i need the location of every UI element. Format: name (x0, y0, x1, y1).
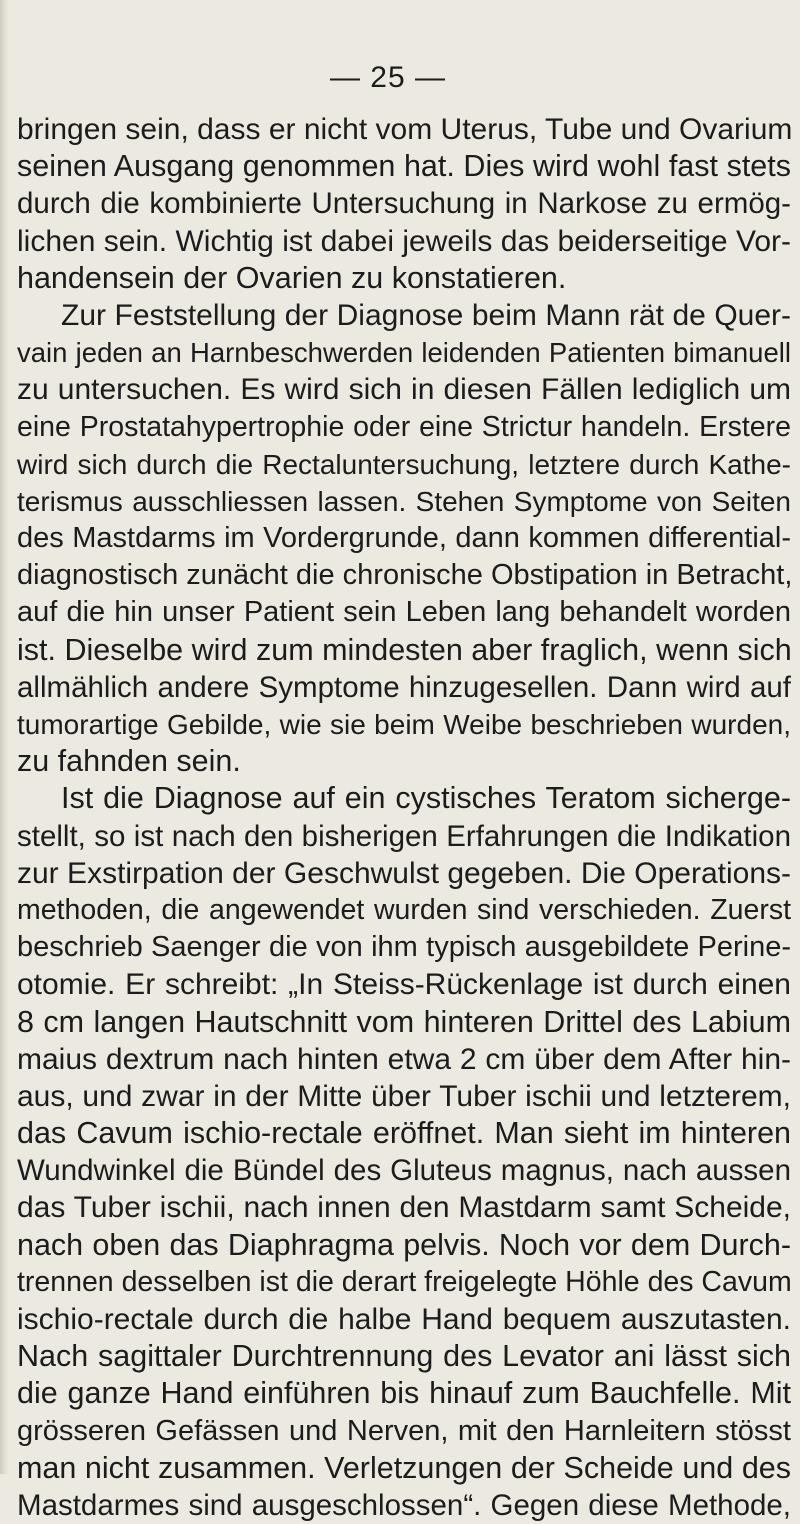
text-line: maius dextrum nach hinten etwa 2 cm über dem After hin- (17, 1042, 791, 1076)
text-line: zu fahnden sein. (17, 744, 241, 779)
text-line: das Tuber ischii, nach innen den Mastdarm samt Scheide, (17, 1191, 791, 1225)
text-line: allmählich andere Symptome hinzugesellen. Dann wird auf (17, 670, 791, 704)
text-line: vain jeden an Harnbeschwerden leidenden Patienten bimanuell (17, 337, 791, 369)
text-line: man nicht zusammen. Verletzungen der Scheide und des (17, 1450, 791, 1485)
text-line: Mastdarmes sind ausgeschlossen“. Gegen diese Methode, (17, 1488, 791, 1522)
text-line: beschrieb Saenger die von ihm typisch ausgebildete Perine- (17, 931, 791, 964)
page-number: — 25 — (329, 61, 447, 94)
text-line: tumorartige Gebilde, wie sie beim Weibe beschrieben wurden, (17, 709, 791, 740)
text-line: terismus ausschliessen lassen. Stehen Symptome von Seiten (17, 485, 791, 517)
body-text (17, 111, 791, 1524)
text-line: seinen Ausgang genommen hat. Dies wird wohl fast stets (17, 149, 791, 184)
text-line: ist. Dieselbe wird zum mindesten aber fraglich, wenn sich (17, 632, 792, 667)
text-line: stellt, so ist nach den bisherigen Erfahrungen die Indikation (17, 819, 791, 853)
text-line: das Cavum ischio-rectale eröffnet. Man sieht im hinteren (17, 1116, 791, 1151)
text-line: eine Prostatahypertrophie oder eine Strictur handeln. Erstere (17, 410, 791, 443)
text-line: lichen sein. Wichtig ist dabei jeweils das beiderseitige Vor- (17, 224, 791, 258)
text-line: Ist die Diagnose auf ein cystisches Teratom sicherge- (61, 781, 791, 816)
text-line: des Mastdarms im Vordergrunde, dann kommen differential- (17, 522, 791, 555)
text-line: Nach sagittaler Durchtrennung des Levator ani lässt sich (17, 1339, 791, 1374)
text-line: aus, und zwar in der Mitte über Tuber ischii und letzterem, (17, 1079, 791, 1113)
text-line: methoden, die angewendet wurden sind verschieden. Zuerst (17, 893, 791, 926)
text-line: die ganze Hand einführen bis hinauf zum Bauchfelle. Mit (17, 1376, 791, 1411)
text-line: Zur Feststellung der Diagnose beim Mann rät de Quer- (61, 298, 791, 332)
scan-binding-edge (0, 0, 9, 1474)
text-line: diagnostisch zunächt die chronische Obstipation in Betracht, (17, 559, 793, 592)
text-line: zu untersuchen. Es wird sich in diesen Fällen lediglich um (17, 373, 791, 407)
text-line: 8 cm langen Hautschnitt vom hinteren Drittel des Labium (17, 1004, 791, 1039)
text-line: handensein der Ovarien zu konstatieren. (17, 260, 567, 295)
text-line: Wundwinkel die Bündel des Gluteus magnus, nach aussen (17, 1154, 791, 1188)
text-line: trennen desselben ist die derart freigelegte Höhle des Cavum (17, 1265, 792, 1298)
text-line: durch die kombinierte Untersuchung in Narkose zu ermög- (17, 187, 791, 221)
text-line: otomie. Er schreibt: „In Steiss-Rückenlage ist durch einen (17, 968, 791, 1002)
text-line: auf die hin unser Patient sein Leben lang behandelt worden (17, 596, 791, 629)
text-line: wird sich durch die Rectaluntersuchung, letztere durch Kathe- (17, 448, 791, 480)
text-line: ischio-rectale durch die halbe Hand bequem auszutasten. (17, 1303, 791, 1336)
text-line: nach oben das Diaphragma pelvis. Noch vor dem Durch- (17, 1227, 791, 1262)
text-line: zur Exstirpation der Geschwulst gegeben. Die Operations- (17, 856, 791, 890)
text-line: bringen sein, dass er nicht vom Uterus, Tube und Ovarium (17, 113, 793, 146)
text-line: grösseren Gefässen und Nerven, mit den Harnleitern stösst (17, 1414, 791, 1447)
